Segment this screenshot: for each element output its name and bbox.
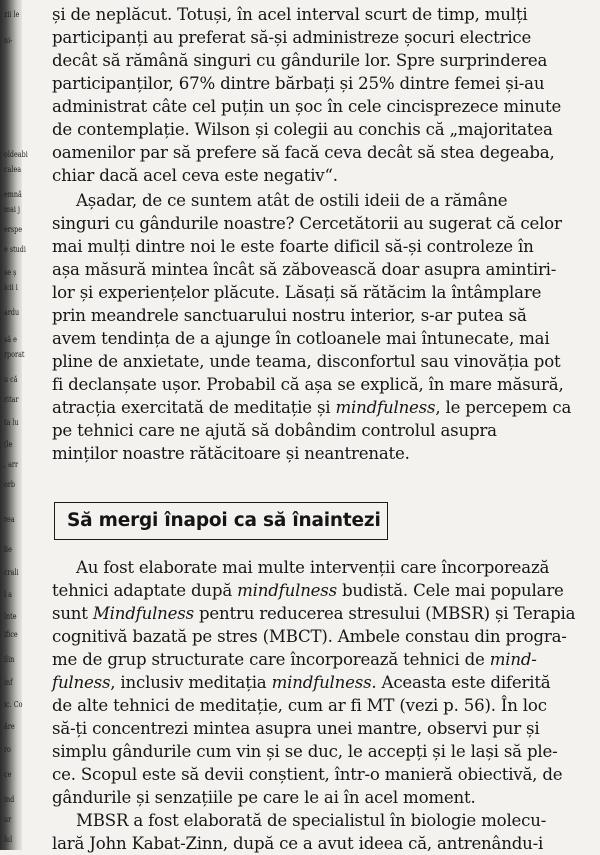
text-line: participanților, 67% dintre bărbați și 25% dintre femei și-au [52, 74, 545, 93]
text-line: decât să rămână singuri cu gândurile lor. Spre surprinderea [52, 51, 548, 70]
text-line: așa măsură mintea încât să zăbovească doar asupra amintiri- [52, 260, 557, 279]
bleed-fragment: să e [4, 335, 17, 344]
bleed-fragment: erspe [4, 225, 23, 234]
text-line [52, 671, 551, 694]
bleed-fragment: l a [4, 590, 12, 599]
text-line: mai mulți dintre noi le este foarte dificil să-și controleze în [52, 237, 534, 256]
text-run: me de grup structurate care încorporează tehnici de [52, 650, 490, 669]
text-line: cognitivă bazată pe stres (MBCT). Ambele constau din progra- [52, 627, 567, 646]
section-heading: Să mergi înapoi ca să înaintezi [67, 510, 381, 531]
text-line: lor și experiențelor plăcute. Lăsați să rătăcim la întâmplare [52, 283, 542, 302]
bleed-fragment: lie [4, 545, 12, 554]
text-line: fi declanșate ușor. Probabil că așa se explică, în mare măsură, [52, 375, 564, 394]
text-run: . Aceasta este diferită [371, 673, 551, 692]
text-line: de alte tehnici de meditație, cum ar fi MT (vezi p. 56). În loc [52, 696, 547, 715]
bleed-fragment: ifice [4, 630, 18, 639]
bleed-fragment: oldeabi [4, 150, 28, 159]
bleed-fragment: ur [4, 815, 12, 824]
text-line: administrat câte cel puțin un șoc în cele cincisprezece minute [52, 97, 562, 116]
bleed-fragment: ta lu [4, 418, 19, 427]
text-line [52, 602, 575, 625]
text-run: budistă. Cele mai populare [336, 581, 564, 600]
text-line: ce. Scopul este să devii conștient, într-o manieră obiectivă, de [52, 765, 563, 784]
text-line [52, 648, 537, 671]
bleed-fragment: e studi [4, 245, 26, 254]
text-line: singuri cu gândurile noastre? Cercetătorii au sugerat că celor [52, 214, 562, 233]
text-run: tehnici adaptate după [52, 581, 238, 600]
bleed-fragment: u că [4, 375, 18, 384]
bleed-fragment: mai j [4, 205, 20, 214]
text-line: MBSR a fost elaborată de specialistul în biologie molecu- [76, 811, 547, 830]
text-run: pentru reducerea stresului (MBSR) și Terapia [193, 604, 576, 623]
bleed-fragment: inf [4, 678, 13, 687]
text-line: și de neplăcut. Totuși, în acel interval scurt de timp, mulți [52, 5, 528, 24]
text-line: să-ți concentrezi mintea asupra unei mantre, observi pur și [52, 719, 540, 738]
bleed-fragment: ro [4, 745, 11, 754]
text-line [52, 396, 571, 419]
bleed-fragment: crali [4, 568, 19, 577]
bleed-fragment: , arr [4, 460, 19, 469]
bleed-fragment: se ș [4, 268, 17, 277]
text-run: , inclusiv meditația [110, 673, 272, 692]
text-line: prin meandrele sanctuarului nostru interior, s-ar putea să [52, 306, 527, 325]
bleed-fragment: ind [4, 795, 15, 804]
bleed-fragment: ilin [4, 655, 15, 664]
section-heading-box [54, 502, 388, 540]
book-spine-edge [0, 0, 28, 850]
emphasis-text: fulness [52, 673, 111, 692]
emphasis-text: mindfulness [335, 398, 436, 417]
text-line: pline de anxietate, unde teama, disconfortul sau vinovăția pot [52, 352, 561, 371]
bleed-fragment: calea [4, 165, 22, 174]
text-line: avem tendința de a ajunge în cotloanele mai întunecate, mai [52, 329, 550, 348]
emphasis-text: mindfulness [237, 581, 337, 600]
text-line: gândurile și senzațiile pe care le ai în acel moment. [52, 788, 476, 807]
emphasis-text: mindfulness [271, 673, 372, 692]
text-run: , le percepem ca [435, 398, 572, 417]
bleed-fragment: rea [4, 515, 15, 524]
bleed-fragment: înte [4, 612, 17, 621]
bleed-fragment: emnă [4, 190, 22, 199]
text-line: de contemplație. Wilson și colegii au conchis că „majoritatea [52, 120, 553, 139]
text-line [52, 579, 564, 602]
bleed-fragment: icii i [4, 283, 18, 292]
bleed-fragment: ritar [4, 395, 19, 404]
bleed-fragment: (le [4, 440, 13, 449]
bleed-fragment: ăre [4, 722, 15, 731]
bleed-fragment: ardu [4, 308, 20, 317]
bleed-fragment: ce [4, 770, 12, 779]
text-line: lară John Kabat-Zinn, după ce a avut ideea că, antrenându-i [52, 834, 544, 853]
text-line: minților noastre rătăcitoare și neantrenate. [52, 444, 410, 463]
text-line: pe tehnici care ne ajută să dobândim controlul asupra [52, 421, 497, 440]
emphasis-text: mind- [489, 650, 537, 669]
text-run: sunt [52, 604, 93, 623]
text-line: oamenilor par să prefere să facă ceva decât să stea degeaba, [52, 143, 555, 162]
text-line: participanți au preferat să-și administreze șocuri electrice [52, 28, 532, 47]
bleed-fragment: zii le [4, 10, 20, 19]
bleed-fragment: rporat [4, 350, 25, 359]
text-line: simplu gândurile cum vin și se duc, le accepți și le lași să ple- [52, 742, 558, 761]
text-line: Au fost elaborate mai multe intervenții care încorporează [76, 558, 550, 577]
bleed-fragment: lul [4, 835, 13, 844]
text-line: chiar dacă acel ceva este negativ“. [52, 166, 338, 185]
bleed-fragment: orb [4, 480, 16, 489]
text-line: Așadar, de ce suntem atât de ostili ideii de a rămâne [76, 191, 508, 210]
bleed-fragment: ic. Co [4, 700, 23, 709]
text-run: atracția exercitată de meditație și [52, 398, 336, 417]
emphasis-text: Mindfulness [92, 604, 194, 623]
bleed-fragment: ni- [4, 36, 13, 45]
